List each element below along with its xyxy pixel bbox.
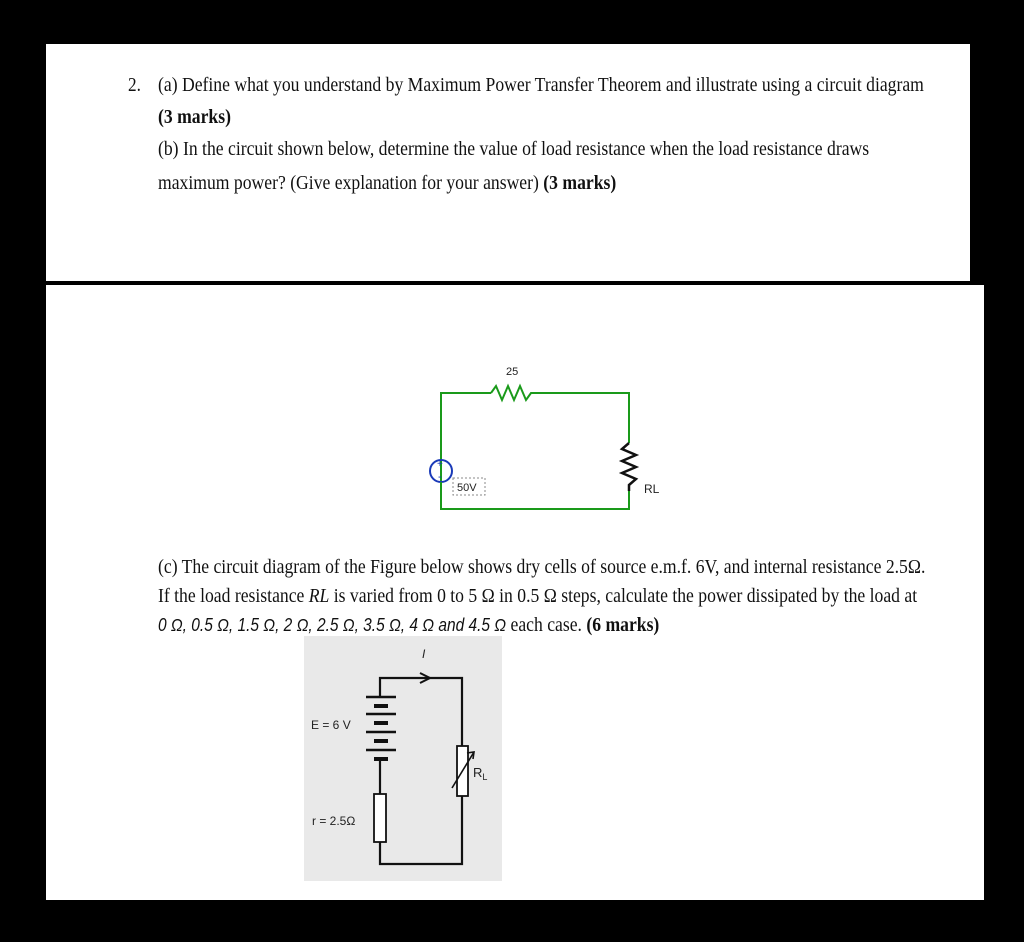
circuit-diagram-2 [304, 636, 504, 882]
load-rl-label: RL [644, 482, 660, 496]
circuit1-wire-top-right [536, 393, 629, 443]
part-b-marks: (3 marks) [543, 172, 617, 194]
resistor-25-icon [491, 386, 536, 400]
part-c-line3: 0 Ω, 0.5 Ω, 1.5 Ω, 2 Ω, 2.5 Ω, 3.5 Ω, 4 Ω and 4.5 Ω each case. (6 marks) [158, 614, 660, 636]
circuit-diagram-1 [46, 285, 984, 545]
part-c-marks: (6 marks) [586, 614, 660, 636]
question-number: 2. [128, 74, 141, 96]
internal-resistance-icon [374, 794, 386, 842]
part-b-line1: (b) In the circuit shown below, determine the value of load resistance when the load resistance draws [158, 138, 870, 160]
part-c-values: 0 Ω, 0.5 Ω, 1.5 Ω, 2 Ω, 2.5 Ω, 3.5 Ω, 4 Ω and 4.5 Ω [158, 615, 507, 635]
question-panel-top [46, 44, 970, 281]
part-c-rl: RL [308, 585, 330, 607]
load-rl-label-2: $R_L$ [473, 765, 488, 782]
part-b-line2 [158, 172, 616, 195]
part-a-line1: (a) Define what you understand by Maximum Power Transfer Theorem and illustrate using a circuit diagram [158, 74, 924, 96]
question-panel-bottom [46, 285, 984, 900]
source-plus-icon: + [437, 459, 443, 470]
part-c-line2: If the load resistance RL is varied from 0 to 5 Ω in 0.5 Ω steps, calculate the power dissipated by the load at [158, 585, 918, 607]
part-a-marks: (3 marks) [158, 106, 231, 128]
part-b-line2-text: maximum power? (Give explanation for your answer) [158, 172, 544, 194]
source-minus-icon: - [438, 471, 442, 483]
source-50v-label: 50V [457, 482, 477, 494]
current-label: I [422, 647, 426, 661]
emf-label: E = 6 V [311, 718, 351, 732]
load-resistor-rl-icon [622, 443, 636, 491]
internal-resistance-label: r = 2.5Ω [312, 814, 356, 828]
resistor-25-label: 25 [506, 366, 519, 378]
part-c-line1: (c) The circuit diagram of the Figure below shows dry cells of source e.m.f. 6V, and internal resistance 2.5Ω. [158, 556, 926, 578]
